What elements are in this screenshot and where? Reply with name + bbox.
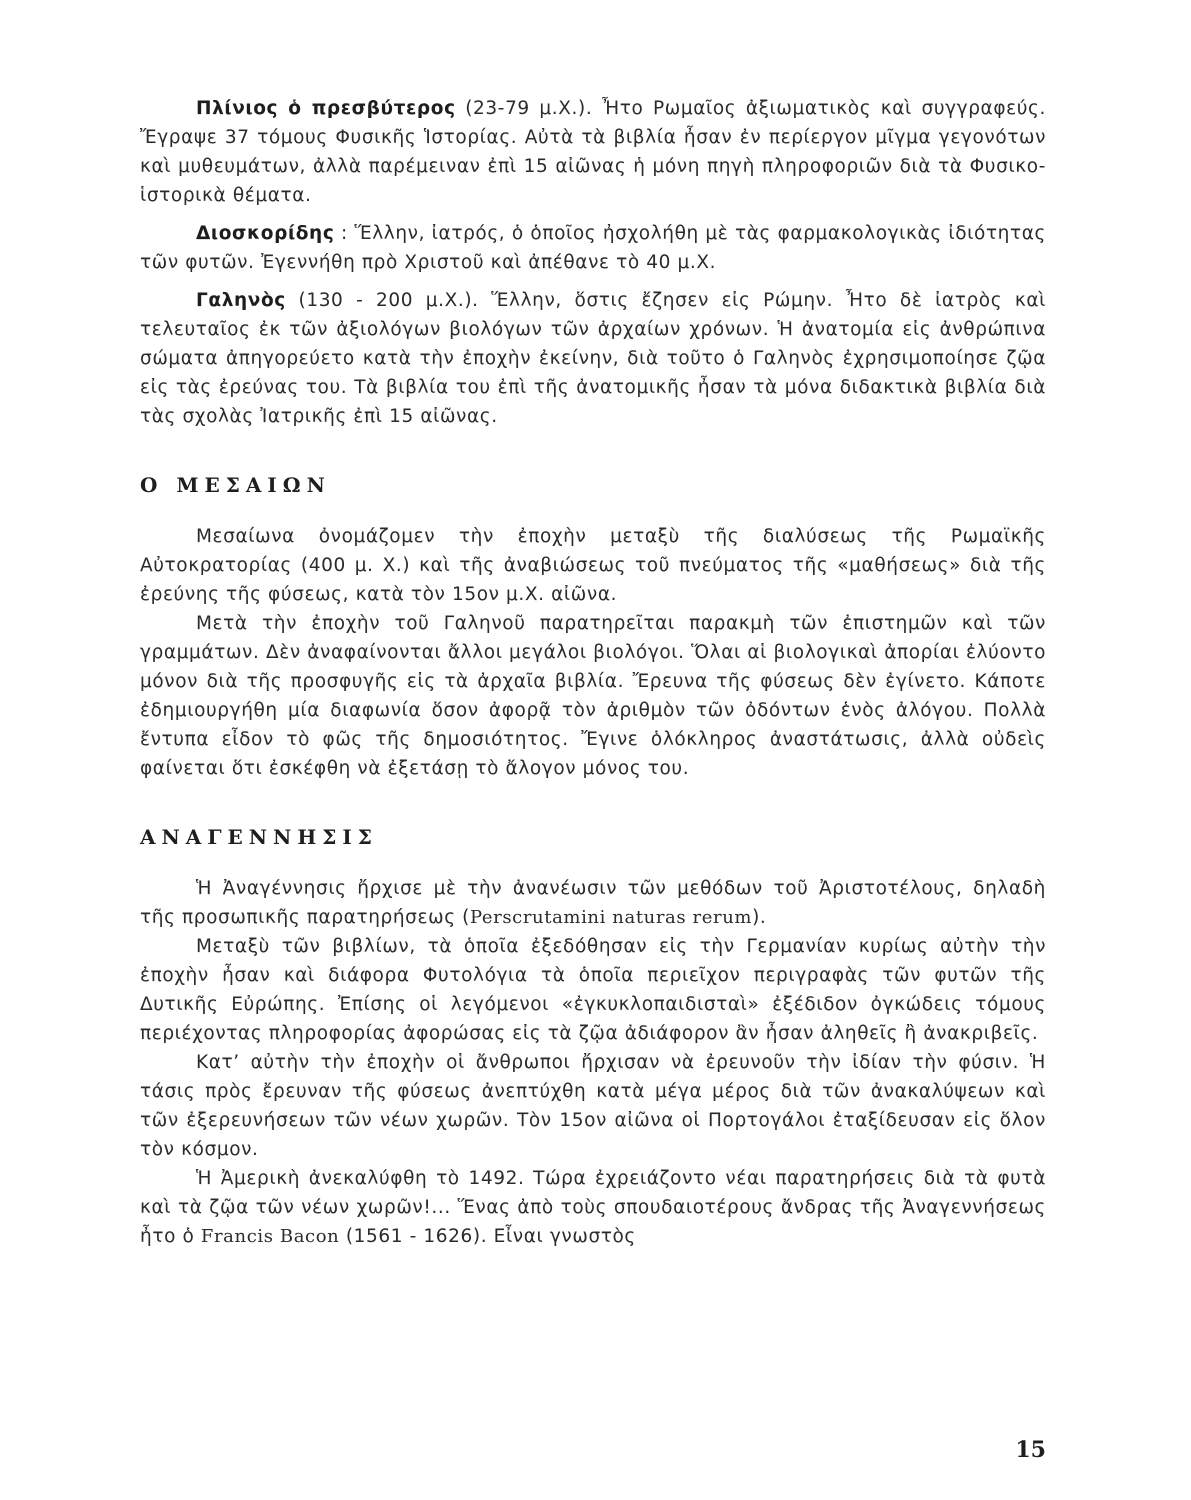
entry-plinius: [140, 94, 1046, 210]
page-content: [140, 94, 1046, 1251]
entry-dioscorides: [140, 219, 1046, 277]
paragraph-text-end: (1561 - 1626). Εἶναι γνωστὸς: [339, 1226, 636, 1247]
entry-term: Πλίνιος ὁ πρεσβύτερος: [196, 98, 456, 119]
paragraph-text-end: ).: [752, 907, 767, 928]
page-number: 15: [1015, 1437, 1046, 1463]
entry-term: Διοσκορίδης: [196, 223, 335, 244]
entry-text: : Ἕλλην, ἰατρός, ὁ ὁποῖος ἠσχολήθη μὲ τὰς φαρμακολογικὰς ἰδιότητας τῶν φυτῶν. Ἐγεννήθη πρὸ Χριστοῦ καὶ ἀπέθανε τὸ 40 μ.Χ.: [140, 223, 1046, 273]
entry-term: Γαληνὸς: [196, 290, 286, 311]
paragraph: [140, 1164, 1046, 1251]
paragraph: Μεταξὺ τῶν βιβλίων, τὰ ὁποῖα ἐξεδόθησαν εἰς τὴν Γερμανίαν κυρίως αὐτὴν τὴν ἐποχὴν ἦσαν καὶ διάφορα Φυτολόγια τὰ ὁποῖα περιεῖχον περιγραφὰς τῶν φυτῶν τῆς Δυτικῆς Εὐρώπης. Ἐπίσης οἱ λεγόμενοι «ἐγκυκλοπαιδισταὶ» ἐξέδιδον ὀγκώδεις τόμους περιέχοντας πληροφορίας ἀφορώσας εἰς τὰ ζῷα ἀδιάφορον ἂν ἦσαν ἀληθεῖς ἢ ἀνακριβεῖς.: [140, 936, 1046, 1044]
latin-phrase: Perscrutamini naturas rerum: [469, 907, 753, 928]
paragraph-text: Ἡ Ἀμερικὴ ἀνεκαλύφθη τὸ 1492. Τώρα ἐχρειάζοντο νέαι παρατηρήσεις διὰ τὰ φυτὰ καὶ τὰ ζῷα τῶν νέων χωρῶν!... Ἕνας ἀπὸ τοὺς σπουδαιοτέρους ἄνδρας τῆς Ἀναγεννήσεως ἦτο ὁ: [140, 1168, 1046, 1247]
section-heading-middle-ages: Ο ΜΕΣΑΙΩΝ: [140, 473, 331, 497]
paragraph: Μετὰ τὴν ἐποχὴν τοῦ Γαληνοῦ παρατηρεῖται παρακμὴ τῶν ἐπιστημῶν καὶ τῶν γραμμάτων. Δὲν ἀναφαίνονται ἄλλοι μεγάλοι βιολόγοι. Ὅλαι αἱ βιολογικαὶ ἀπορίαι ἐλύοντο μόνον διὰ τῆς προσφυγῆς εἰς τὰ ἀρχαῖα βιβλία. Ἔρευνα τῆς φύσεως δὲν ἐγίνετο. Κάποτε ἐδημιουργήθη μία διαφωνία ὅσον ἀφορᾷ τὸν ἀριθμὸν τῶν ὀδόντων ἑνὸς ἀλόγου. Πολλὰ ἔντυπα εἶδον τὸ φῶς τῆς δημοσιότητος. Ἔγινε ὁλόκληρος ἀναστάτωσις, ἀλλὰ οὐδεὶς φαίνεται ὅτι ἐσκέφθη νὰ ἐξετάσῃ τὸ ἄλογον μόνος του.: [140, 613, 1046, 779]
paragraph-text: Ἡ Ἀναγέννησις ἤρχισε μὲ τὴν ἀνανέωσιν τῶν μεθόδων τοῦ Ἀριστοτέλους, δηλαδὴ τῆς προσωπικῆς παρατηρήσεως (: [140, 878, 1046, 928]
entry-text: (130 - 200 μ.Χ.). Ἕλλην, ὅστις ἔζησεν εἰς Ρώμην. Ἦτο δὲ ἰατρὸς καὶ τελευταῖος ἐκ τῶν ἀξιολόγων βιολόγων τῶν ἀρχαίων χρόνων. Ἡ ἀνατομία εἰς ἀνθρώπινα σώματα ἀπηγορεύετο κατὰ τὴν ἐποχὴν ἐκείνην, διὰ τοῦτο ὁ Γαληνὸς ἐχρησιμοποίησε ζῷα εἰς τὰς ἐρεύνας του. Τὰ βιβλία του ἐπὶ τῆς ἀνατομικῆς ἦσαν τὰ μόνα διδακτικὰ βιβλία διὰ τὰς σχολὰς Ἰατρικῆς ἐπὶ 15 αἰῶνας.: [140, 290, 1046, 427]
paragraph: Μεσαίωνα ὀνομάζομεν τὴν ἐποχὴν μεταξὺ τῆς διαλύσεως τῆς Ρωμαϊκῆς Αὐτοκρατορίας (400 μ. Χ.) καὶ τῆς ἀναβιώσεως τοῦ πνεύματος τῆς «μαθήσεως» διὰ τῆς ἐρεύνης τῆς φύσεως, κατὰ τὸν 15ον μ.Χ. αἰῶνα.: [140, 526, 1046, 605]
section-heading-renaissance: ΑΝΑΓΕΝΝΗΣΙΣ: [140, 825, 378, 849]
person-name: Francis Bacon: [200, 1226, 340, 1247]
entry-galen: [140, 286, 1046, 431]
paragraph: [140, 874, 1046, 932]
paragraph: Κατ’ αὐτὴν τὴν ἐποχὴν οἱ ἄνθρωποι ἤρχισαν νὰ ἐρευνοῦν τὴν ἰδίαν τὴν φύσιν. Ἡ τάσις πρὸς ἔρευναν τῆς φύσεως ἀνεπτύχθη κατὰ μέγα μέρος διὰ τῶν ἀνακαλύψεων καὶ τῶν ἐξερευνήσεων τῶν νέων χωρῶν. Τὸν 15ον αἰῶνα οἱ Πορτογάλοι ἐταξίδευσαν εἰς ὅλον τὸν κόσμον.: [140, 1052, 1046, 1160]
entry-text: (23-79 μ.Χ.). Ἦτο Ρωμαῖος ἀξιωματικὸς καὶ συγγραφεύς. Ἔγραψε 37 τόμους Φυσικῆς Ἱστορίας. Αὐτὰ τὰ βιβλία ἦσαν ἐν περίεργον μῖγμα γεγονότων καὶ μυθευμάτων, ἀλλὰ παρέμειναν ἐπὶ 15 αἰῶνας ἡ μόνη πηγὴ πληροφοριῶν διὰ τὰ Φυσικο-ἱστορικὰ θέματα.: [140, 98, 1046, 206]
